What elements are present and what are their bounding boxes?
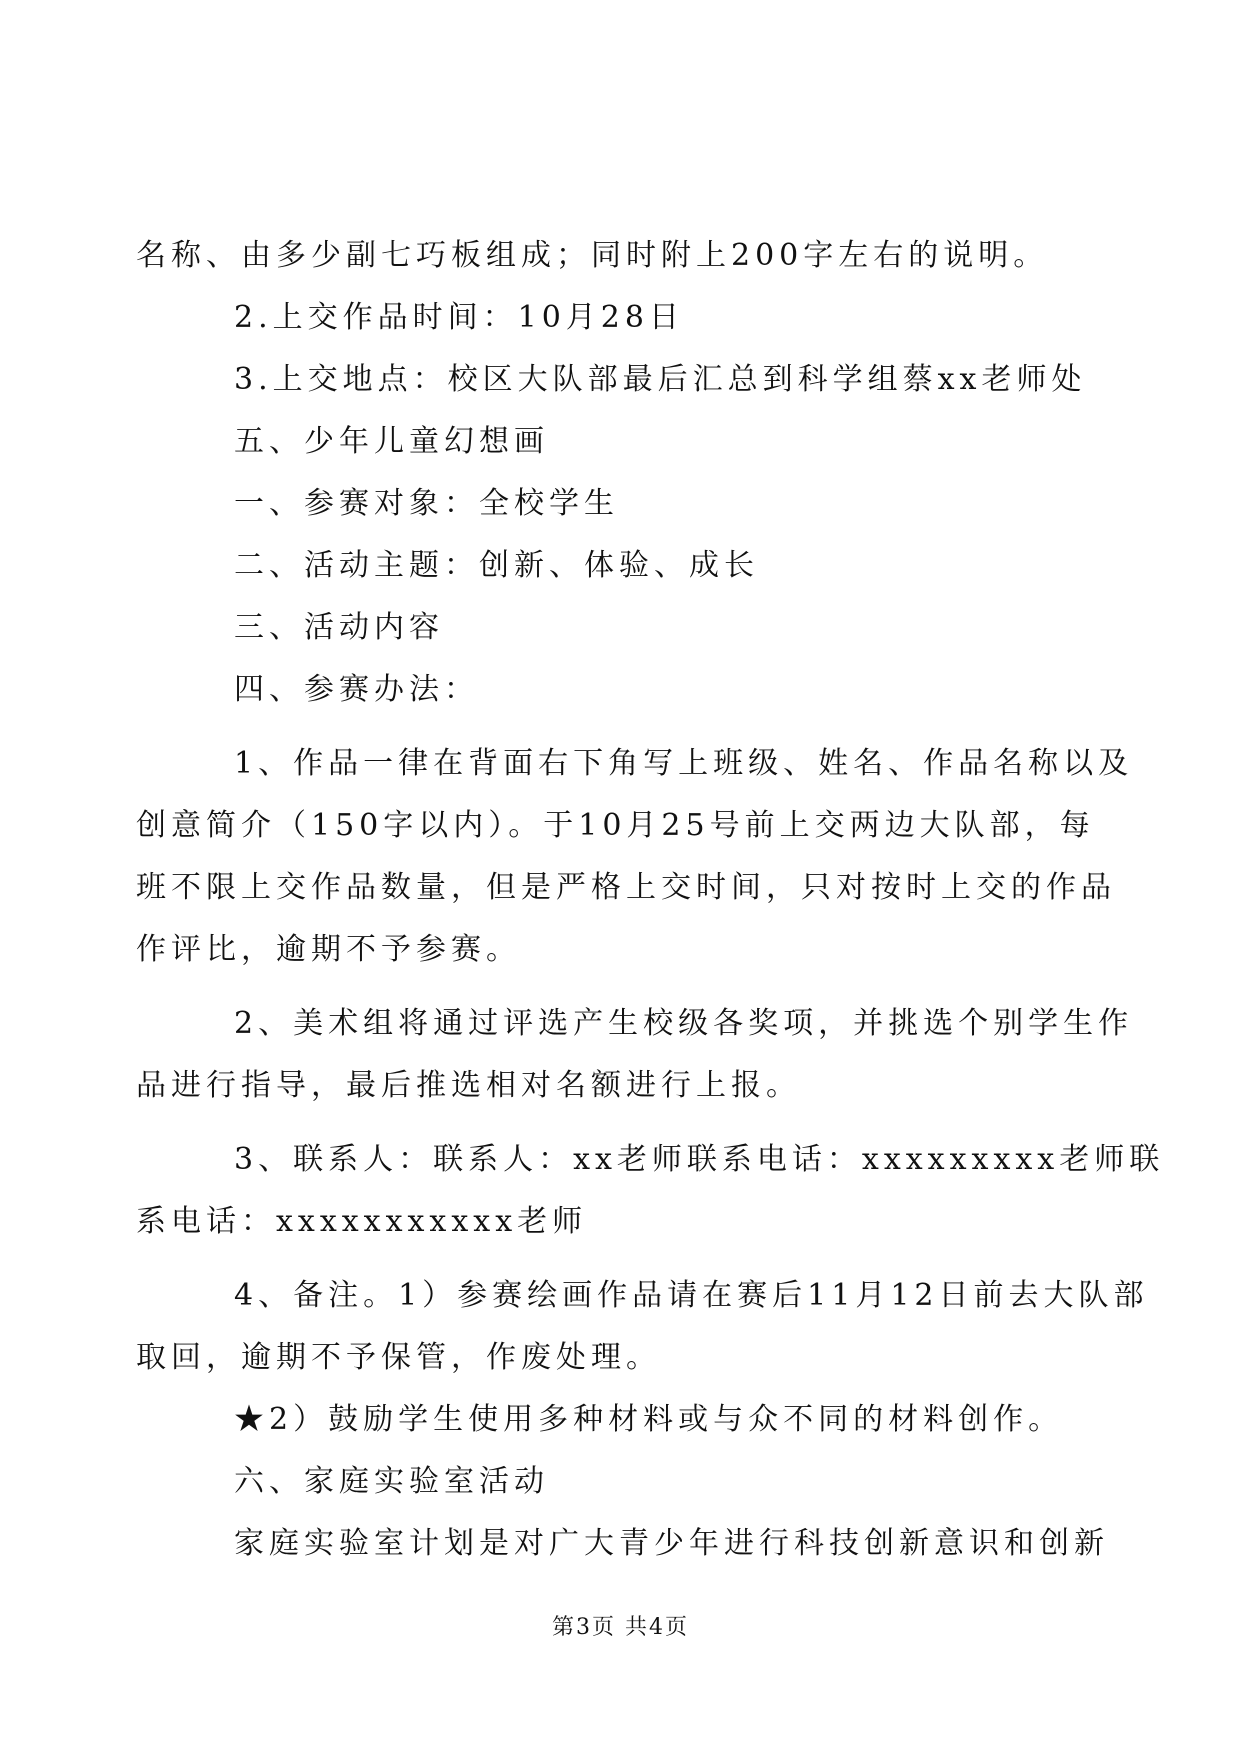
- text-line: 创意简介（150字以内）。于10月25号前上交两边大队部，每: [136, 808, 1095, 843]
- text-line: 作评比，逾期不予参赛。: [136, 932, 521, 967]
- text-line: 系电话：xxxxxxxxxxx老师: [136, 1204, 588, 1239]
- section-heading: 五、少年儿童幻想画: [234, 424, 549, 459]
- text-line: 品进行指导，最后推选相对名额进行上报。: [136, 1068, 801, 1103]
- text-line: 3、联系人：联系人：xx老师联系电话：xxxxxxxxx老师联: [234, 1142, 1165, 1177]
- document-body: [136, 225, 1165, 1575]
- text-line: 名称、由多少副七巧板组成；同时附上200字左右的说明。: [136, 238, 1049, 273]
- text-line: 2.上交作品时间：10月28日: [234, 300, 684, 335]
- text-line: 4、备注。1）参赛绘画作品请在赛后11月12日前去大队部: [234, 1278, 1149, 1313]
- text-line: 班不限上交作品数量，但是严格上交时间，只对按时上交的作品: [136, 870, 1116, 905]
- text-line: ★2）鼓励学生使用多种材料或与众不同的材料创作。: [234, 1402, 1064, 1437]
- text-line: 一、参赛对象：全校学生: [234, 486, 619, 521]
- text-line: 3.上交地点：校区大队部最后汇总到科学组蔡xx老师处: [234, 362, 1087, 397]
- text-line: 三、活动内容: [234, 610, 444, 645]
- text-line: 家庭实验室计划是对广大青少年进行科技创新意识和创新: [234, 1526, 1109, 1561]
- page-number-footer: 第3页 共4页: [552, 1615, 689, 1640]
- text-line: 四、参赛办法：: [234, 672, 479, 707]
- text-line: 取回，逾期不予保管，作废处理。: [136, 1340, 661, 1375]
- text-line: 2、美术组将通过评选产生校级各奖项，并挑选个别学生作: [234, 1006, 1134, 1041]
- text-line: 二、活动主题：创新、体验、成长: [234, 548, 759, 583]
- section-heading: 六、家庭实验室活动: [234, 1464, 549, 1499]
- text-line: 1、作品一律在背面右下角写上班级、姓名、作品名称以及: [234, 746, 1134, 781]
